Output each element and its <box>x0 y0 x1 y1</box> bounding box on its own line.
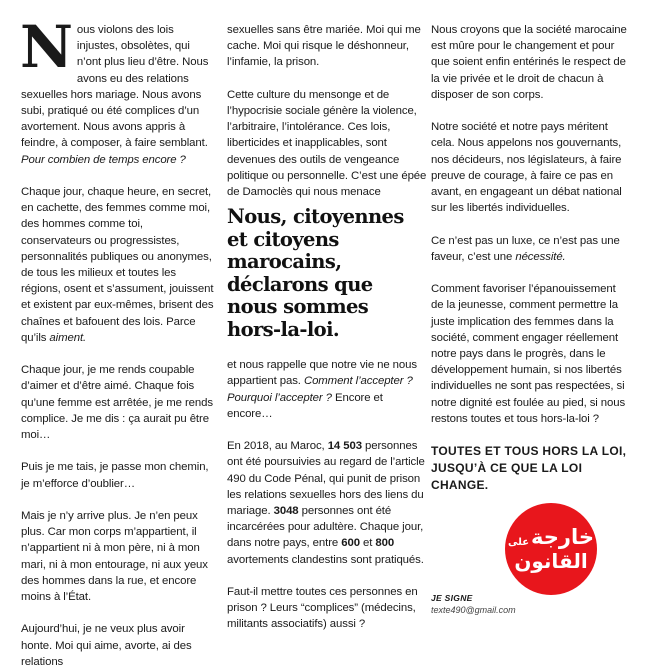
text: ous violons des lois injustes, obsolètes, qui n’ont plus lieu d’être. Nous avons eu des relations sexuelles hors mariage. Nous avons subi, pratiqué ou été complices d’un avortement. Nous avons appris à feindre, à composer, à faire semblant. <box>21 24 209 150</box>
paragraph: Aujourd’hui, je ne veux plus avoir honte. Moi qui aime, avorte, ai des relations <box>21 623 192 668</box>
paragraph: Comment favoriser l’épanouissement de la jeunesse, comment permettre la juste implication des femmes dans la société, comment engager réellement notre pays dans le progrès, dans le développement humain, si nos libertés individuelles ne sont pas respectées, si notre dignité est foulée au pied, si nous restons toutes et tous hors-la-loi ? <box>431 283 626 425</box>
hors-la-loi-logo <box>505 503 597 595</box>
drop-cap: N <box>20 13 73 81</box>
paragraph-intro <box>20 13 216 168</box>
paragraph: Notre société et notre pays méritent cela. Nous appelons nos gouvernants, nos décideurs, nos législateurs, à faire preuve de courage, à faire ce pas en avant, en engageant un débat national sur les libertés individuelles. <box>431 121 622 215</box>
column-left <box>20 13 216 670</box>
paragraph: Nous croyons que la société marocaine est mûre pour le changement et pour que soient enfin entérinés le respect de la vie privée et le droit de chacun à disposer de son corps. <box>431 24 627 101</box>
text: et nous rappelle que notre vie ne nous appartient pas. <box>227 359 417 388</box>
paragraph-statistics <box>227 438 427 568</box>
slogan: TOUTES ET TOUS HORS LA LOI, JUSQU’À CE QUE LA LOI CHANGE. <box>431 444 627 493</box>
text: avortements clandestins sont pratiqués. <box>227 553 424 566</box>
sign-block <box>431 592 516 616</box>
logo-line2: القانون <box>514 549 588 573</box>
text: Chaque jour, chaque heure, en secret, en cachette, des femmes comme moi, des hommes comme toi, conservateurs ou progressistes, personnalités publiques ou anonymes, de tous les milieux et toutes les régions, osent et s’assument, jouissent et existent par eux-mêmes, brisent des chaînes et bafouent des lois. Parce qu’ils <box>21 186 214 344</box>
emphasis: Pour combien de temps encore ? <box>21 153 186 166</box>
stat-number: 600 <box>341 537 360 550</box>
emphasis: aiment. <box>49 331 87 344</box>
emphasis: Comment l’accepter ? Pourquoi l’accepter ? <box>227 375 413 404</box>
emphasis: nécessité. <box>515 250 566 263</box>
stat-number: 3048 <box>273 505 299 518</box>
text: En 2018, au Maroc, <box>227 440 328 453</box>
paragraph: Faut-il mettre toutes ces personnes en prison ? Leurs “complices” (médecins, militants associatifs) aussi ? <box>227 586 418 631</box>
paragraph <box>431 233 631 265</box>
paragraph: Cette culture du mensonge et de l’hypocrisie sociale génère la violence, l’arbitraire, l’intolérance. Ces lois, liberticides et inapplicables, sont devenues des outils de vengeance politique ou personnelle. C’est une épée de Damoclès qui nous menace <box>227 88 427 199</box>
paragraph <box>227 357 427 422</box>
stat-number: 14 503 <box>327 440 362 453</box>
text: Ce n’est pas un luxe, ce n’est pas une faveur, c’est une <box>431 234 620 263</box>
sign-title: JE SIGNE <box>431 593 473 603</box>
paragraph: Chaque jour, je me rends coupable d’aimer et d’être aimé. Chaque fois qu’une femme est arrêtée, je me rends complice. Je me dis : ça aurait pu être moi… <box>21 364 213 442</box>
text: personnes ont été poursuivies au regard de l’article 490 du Code Pénal, qui punit de prison les relations sexuelles hors des liens du mariage. <box>227 440 425 518</box>
text: Encore et encore… <box>227 391 383 420</box>
logo-word-small: على <box>508 537 530 548</box>
paragraph: sexuelles sans être mariée. Moi qui me cache. Moi qui risque le déshonneur, l’infamie, la prison. <box>227 24 421 69</box>
logo-word: خارجة <box>531 525 595 549</box>
stat-number: 800 <box>375 537 395 550</box>
column-middle <box>227 22 427 633</box>
headline: Nous, citoyennes et citoyens marocains, déclarons que nous sommes hors-la-loi. <box>227 205 404 341</box>
sign-email-link[interactable]: texte490@gmail.com <box>431 605 516 615</box>
text: personnes ont été incarcérées pour adultère. Chaque jour, dans notre pays, entre <box>227 505 424 550</box>
column-right <box>431 22 631 510</box>
text: et <box>359 537 376 550</box>
paragraph: Mais je n’y arrive plus. Je n’en peux plus. Car mon corps m’appartient, il n’appartient ni à mon père, ni à mon mari, ni à mon entourage, ni aux yeux des hommes dans la rue, et encore moins à l’État. <box>21 510 208 604</box>
logo-line1 <box>508 525 594 549</box>
paragraph <box>21 184 216 346</box>
paragraph: Puis je me tais, je passe mon chemin, je m’efforce d’oublier… <box>21 461 209 490</box>
